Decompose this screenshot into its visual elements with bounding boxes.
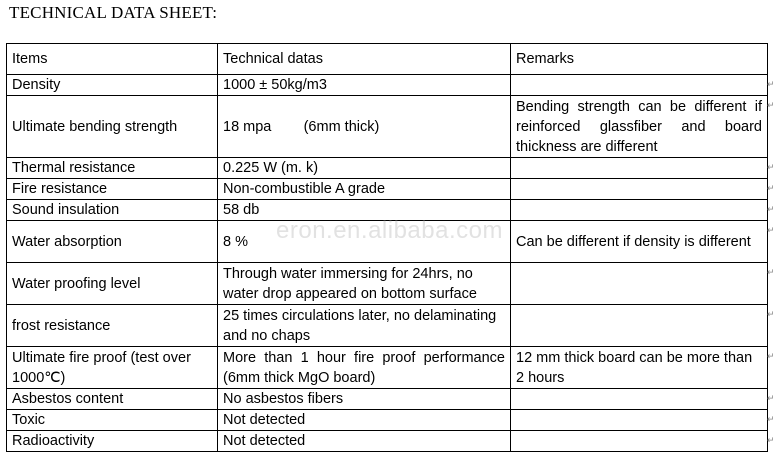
row-item: Water proofing level: [7, 263, 218, 305]
row-technical-value: No asbestos fibers: [218, 389, 511, 410]
row-remarks: [511, 158, 768, 179]
table-row: [7, 389, 768, 410]
paragraph-mark-icon: ↵: [767, 100, 775, 110]
paragraph-mark-icon: ↵: [767, 351, 775, 361]
row-remarks: [511, 200, 768, 221]
technical-data-table: [6, 43, 768, 452]
row-item: Fire resistance: [7, 179, 218, 200]
row-remarks: Can be different if density is different: [511, 221, 768, 263]
row-technical-value: 0.225 W (m. k): [218, 158, 511, 179]
header-items: Items: [7, 44, 218, 75]
table-row: [7, 410, 768, 431]
row-item: Toxic: [7, 410, 218, 431]
table-row: [7, 158, 768, 179]
table-header-row: [7, 44, 768, 75]
row-remarks: [511, 410, 768, 431]
table-row: [7, 431, 768, 452]
row-item: Thermal resistance: [7, 158, 218, 179]
row-item: Asbestos content: [7, 389, 218, 410]
table-row: [7, 96, 768, 158]
row-technical-value: More than 1 hour fire proof performance (6mm thick MgO board): [218, 347, 511, 389]
row-item: Radioactivity: [7, 431, 218, 452]
row-remarks: 12 mm thick board can be more than 2 hours: [511, 347, 768, 389]
paragraph-mark-icon: ↵: [767, 225, 775, 235]
document-title: TECHNICAL DATA SHEET:: [9, 3, 218, 22]
row-remarks: [511, 179, 768, 200]
table-row: [7, 263, 768, 305]
row-remarks: [511, 263, 768, 305]
paragraph-mark-icon: ↵: [767, 267, 775, 277]
row-technical-value: 58 db: [218, 200, 511, 221]
row-item: Water absorption: [7, 221, 218, 263]
row-technical-value: Through water immersing for 24hrs, no water drop appeared on bottom surface: [218, 263, 511, 305]
row-technical-value: 18 mpa (6mm thick): [218, 96, 511, 158]
header-technical-datas: Technical datas: [218, 44, 511, 75]
paragraph-mark-icon: ↵: [767, 393, 775, 403]
table-row: [7, 347, 768, 389]
table-row: [7, 179, 768, 200]
row-remarks: [511, 305, 768, 347]
paragraph-mark-icon: ↵: [767, 79, 775, 89]
watermark: eron.en.alibaba.com: [276, 217, 503, 244]
row-technical-value: Not detected: [218, 431, 511, 452]
row-item: Ultimate bending strength: [7, 96, 218, 158]
row-item: Density: [7, 75, 218, 96]
row-technical-value: 1000 ± 50kg/m3: [218, 75, 511, 96]
paragraph-mark-icon: ↵: [767, 435, 775, 445]
paragraph-mark-icon: ↵: [767, 162, 775, 172]
paragraph-mark-icon: ↵: [767, 309, 775, 319]
row-technical-value: 8 %: [218, 221, 511, 263]
row-remarks: [511, 75, 768, 96]
row-remarks: [511, 389, 768, 410]
row-item: frost resistance: [7, 305, 218, 347]
paragraph-mark-icon: ↵: [767, 204, 775, 214]
paragraph-mark-icon: ↵: [767, 414, 775, 424]
row-remarks: [511, 431, 768, 452]
paragraph-mark-icon: ↵: [767, 183, 775, 193]
row-technical-value: Non-combustible A grade: [218, 179, 511, 200]
table-row: [7, 75, 768, 96]
header-remarks: Remarks: [511, 44, 768, 75]
row-remarks: Bending strength can be different if reinforced glassfiber and board thickness are different: [511, 96, 768, 158]
row-item: Ultimate fire proof (test over 1000℃): [7, 347, 218, 389]
table-row: [7, 305, 768, 347]
row-item: Sound insulation: [7, 200, 218, 221]
row-technical-value: 25 times circulations later, no delaminating and no chaps: [218, 305, 511, 347]
row-technical-value: Not detected: [218, 410, 511, 431]
